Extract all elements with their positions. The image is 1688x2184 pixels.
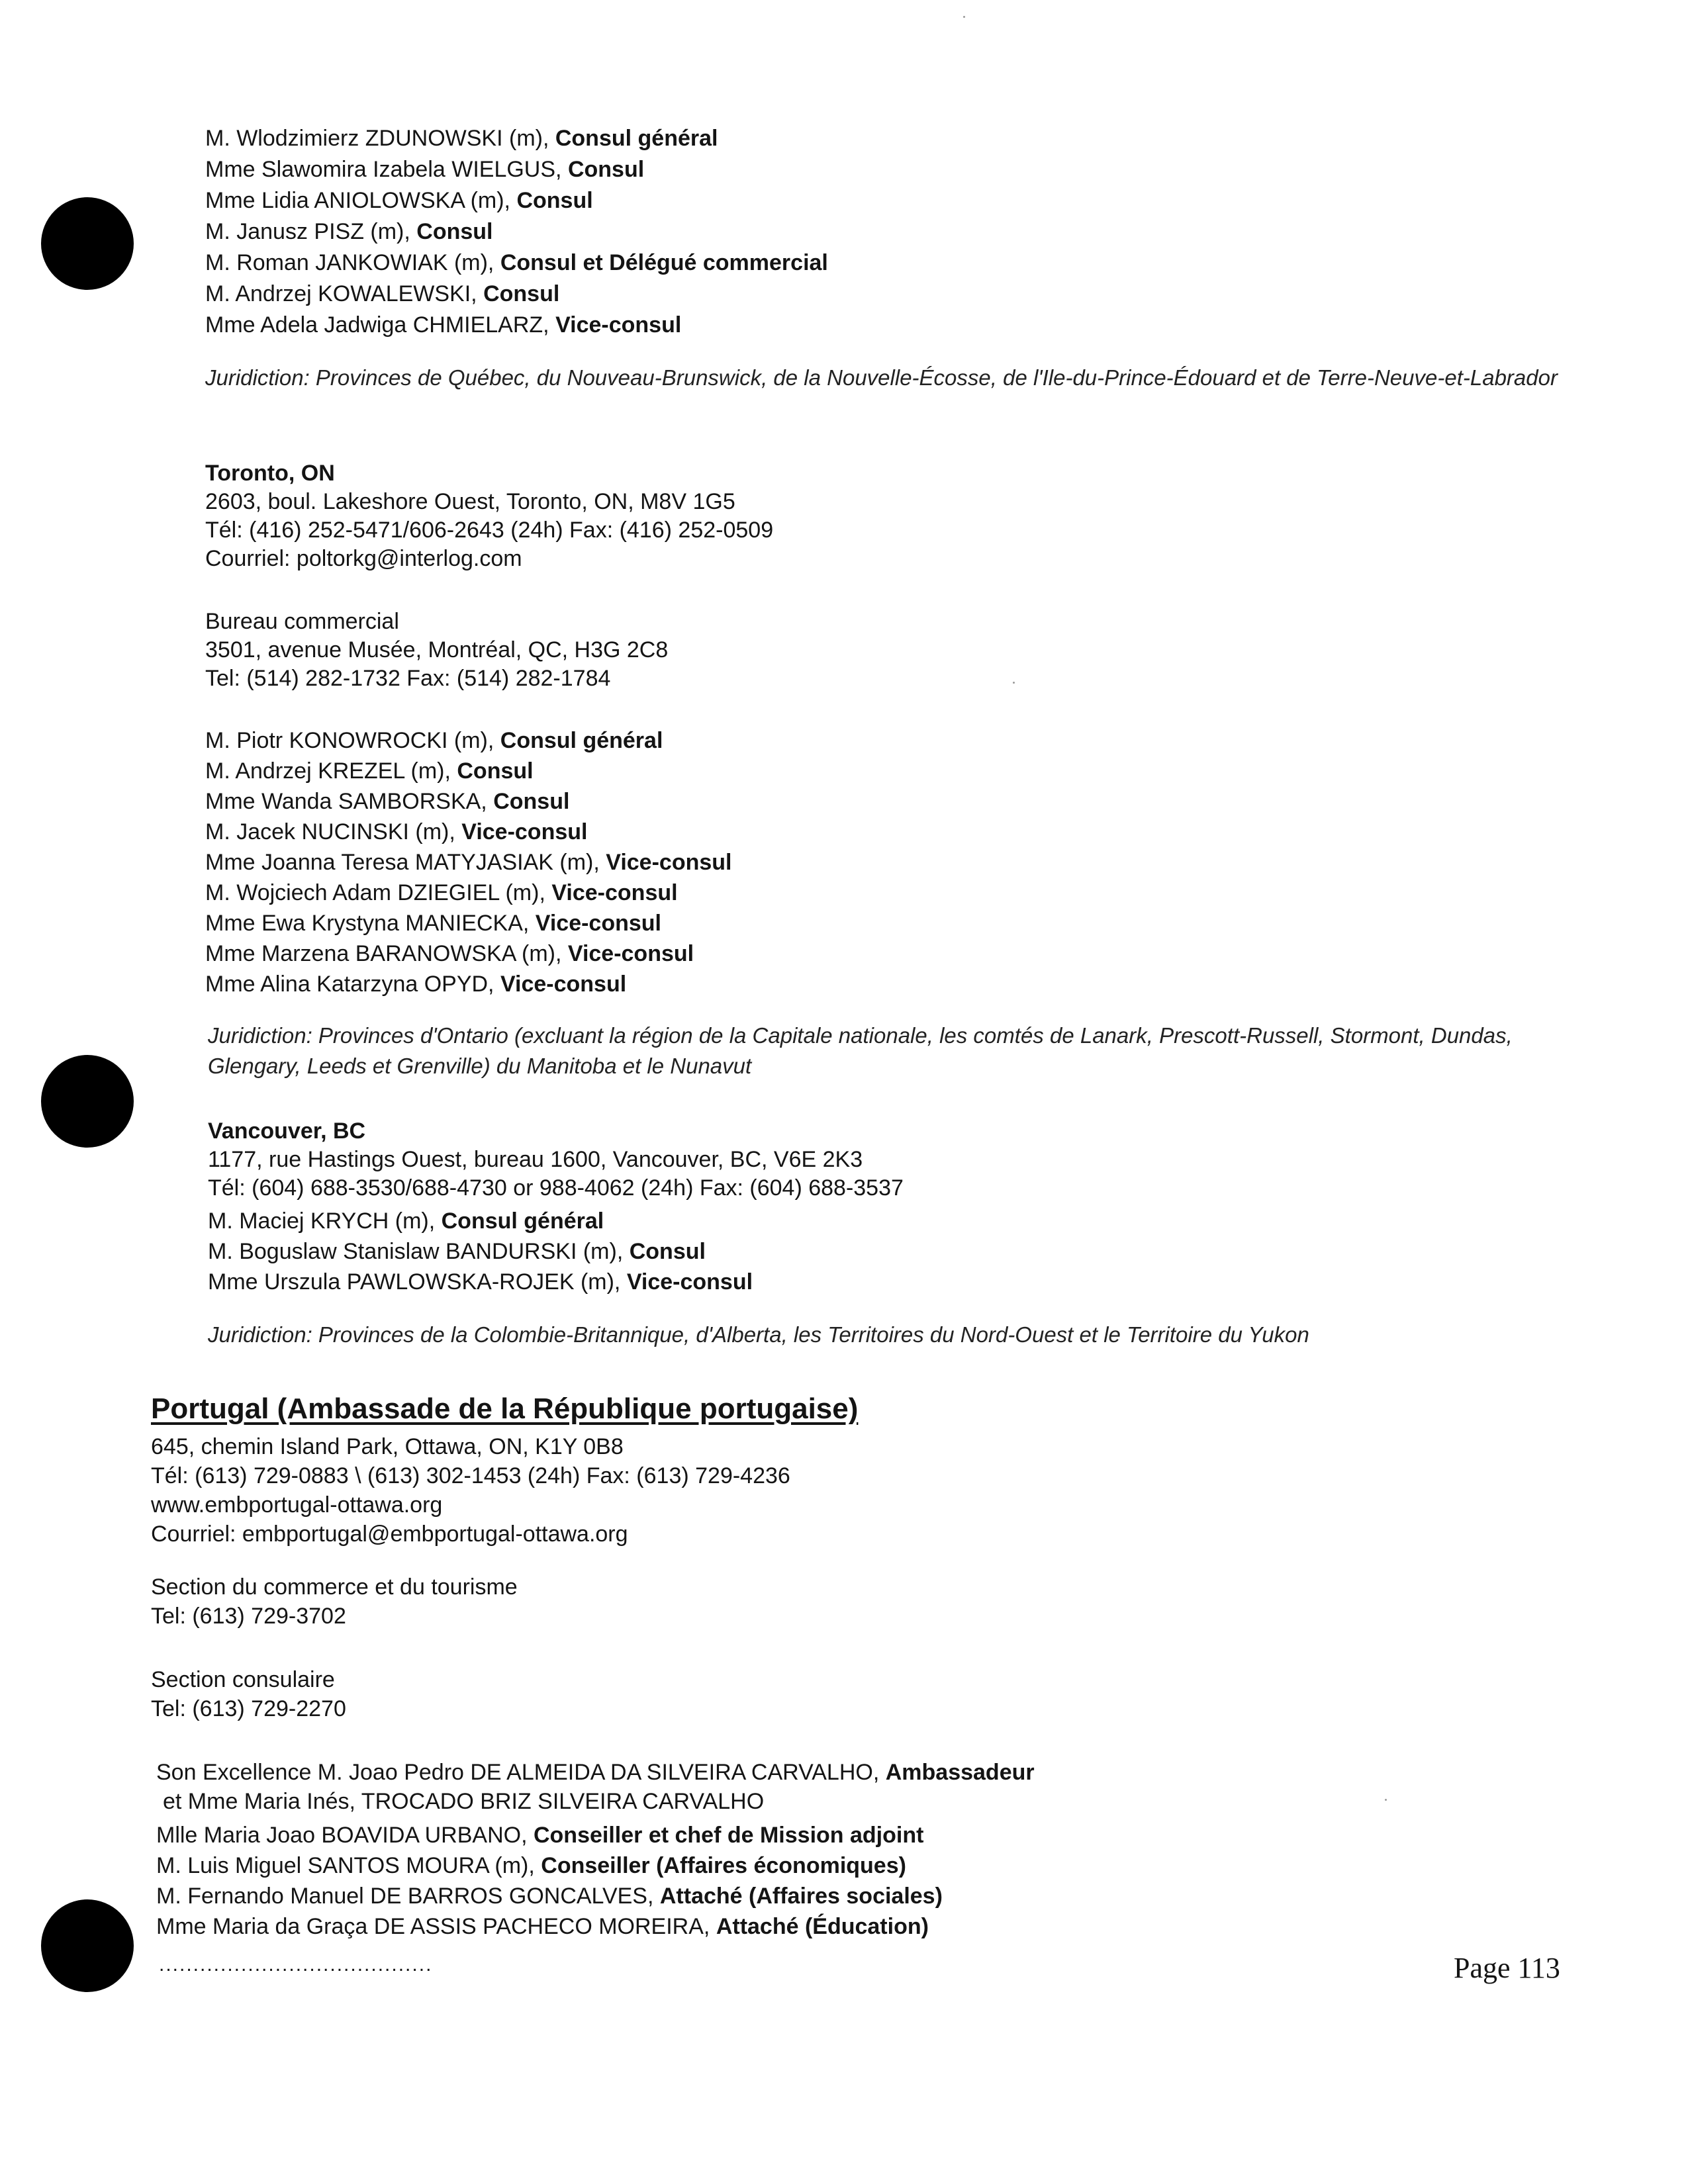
page-number: Page 113 — [1454, 1952, 1560, 1984]
staff-entry: Mme Marzena BARANOWSKA (m), Vice-consul — [205, 941, 694, 966]
staff-entry: Mme Wanda SAMBORSKA, Consul — [205, 789, 570, 814]
staff-entry: Mme Lidia ANIOLOWSKA (m), Consul — [205, 188, 593, 213]
vancouver-jurisdiction: Juridiction: Provinces de la Colombie-Britannique, d'Alberta, les Territoires du Nord-Ouest et le Territoire du Yukon — [208, 1322, 1309, 1347]
address: 2603, boul. Lakeshore Ouest, Toronto, ON, M8V 1G5 — [205, 489, 735, 514]
staff-entry: Mme Adela Jadwiga CHMIELARZ, Vice-consul — [205, 312, 682, 338]
vancouver-office — [208, 1117, 904, 1203]
speck — [1013, 682, 1015, 684]
ambassador-entry — [156, 1758, 1035, 1816]
staff-entry: M. Maciej KRYCH (m), Consul général — [208, 1208, 604, 1234]
staff-entry: Mme Slawomira Izabela WIELGUS, Consul — [205, 157, 645, 182]
staff-entry: M. Jacek NUCINSKI (m), Vice-consul — [205, 819, 588, 844]
punch-hole-middle — [41, 1055, 134, 1148]
city-heading: Toronto, ON — [205, 461, 335, 486]
portugal-staff-list — [156, 1820, 943, 1942]
portugal-embassy-contact — [151, 1432, 790, 1549]
toronto-staff-list — [205, 725, 732, 999]
staff-entry: Son Excellence M. Joao Pedro DE ALMEIDA DA SILVEIRA CARVALHO, Ambassadeur — [156, 1760, 1035, 1785]
bureau-commercial — [205, 608, 668, 693]
spouse-entry: et Mme Maria Inés, TROCADO BRIZ SILVEIRA CARVALHO — [163, 1789, 765, 1814]
address: 1177, rue Hastings Ouest, bureau 1600, Vancouver, BC, V6E 2K3 — [208, 1147, 863, 1172]
phone: Tel: (613) 729-3702 — [151, 1604, 346, 1629]
montreal-staff-list — [205, 123, 828, 341]
staff-entry: M. Luis Miguel SANTOS MOURA (m), Conseiller (Affaires économiques) — [156, 1853, 906, 1878]
staff-entry: M. Roman JANKOWIAK (m), Consul et Délégué commercial — [205, 250, 828, 275]
staff-entry: M. Wojciech Adam DZIEGIEL (m), Vice-consul — [205, 880, 678, 905]
email: Courriel: embportugal@embportugal-ottawa.org — [151, 1522, 628, 1547]
staff-entry: M. Andrzej KOWALEWSKI, Consul — [205, 281, 560, 306]
staff-entry: M. Wlodzimierz ZDUNOWSKI (m), Consul général — [205, 126, 718, 151]
staff-entry: Mme Joanna Teresa MATYJASIAK (m), Vice-consul — [205, 850, 732, 875]
phone: Tél: (613) 729-0883 \ (613) 302-1453 (24h) Fax: (613) 729-4236 — [151, 1463, 790, 1488]
toronto-jurisdiction: Juridiction: Provinces d'Ontario (excluant la région de la Capitale nationale, les comtés de Lanark, Prescott-Russell, Stormont, Dundas, Glengary, Leeds et Grenville) du Manitoba et le Nunavut — [208, 1023, 1513, 1078]
phone: Tel: (613) 729-2270 — [151, 1696, 346, 1721]
website-link: www.embportugal-ottawa.org — [151, 1492, 443, 1518]
section-title: Section consulaire — [151, 1667, 335, 1692]
phone: Tél: (604) 688-3530/688-4730 or 988-4062 (24h) Fax: (604) 688-3537 — [208, 1175, 904, 1201]
city-heading: Vancouver, BC — [208, 1118, 366, 1144]
consular-section — [151, 1665, 346, 1723]
toronto-office — [205, 459, 773, 573]
email: Courriel: poltorkg@interlog.com — [205, 546, 522, 571]
address: 645, chemin Island Park, Ottawa, ON, K1Y 0B8 — [151, 1434, 624, 1459]
speck — [1385, 1799, 1387, 1801]
phone: Tel: (514) 282-1732 Fax: (514) 282-1784 — [205, 666, 611, 691]
vancouver-staff-list — [208, 1206, 753, 1297]
punch-hole-bottom — [41, 1899, 134, 1992]
punch-hole-top — [41, 197, 134, 290]
staff-entry: M. Boguslaw Stanislaw BANDURSKI (m), Consul — [208, 1239, 706, 1264]
phone: Tél: (416) 252-5471/606-2643 (24h) Fax: (416) 252-0509 — [205, 518, 774, 543]
staff-entry: Mme Alina Katarzyna OPYD, Vice-consul — [205, 972, 627, 997]
staff-entry: M. Janusz PISZ (m), Consul — [205, 219, 493, 244]
portugal-heading: Portugal (Ambassade de la République portugaise) — [151, 1392, 859, 1425]
staff-entry: Mlle Maria Joao BOAVIDA URBANO, Conseiller et chef de Mission adjoint — [156, 1823, 924, 1848]
staff-entry: M. Andrzej KREZEL (m), Consul — [205, 758, 534, 784]
staff-entry: Mme Urszula PAWLOWSKA-ROJEK (m), Vice-consul — [208, 1269, 753, 1295]
commerce-section — [151, 1572, 518, 1631]
section-title: Section du commerce et du tourisme — [151, 1574, 518, 1600]
speck — [963, 16, 965, 18]
staff-entry: M. Fernando Manuel DE BARROS GONCALVES, Attaché (Affaires sociales) — [156, 1884, 943, 1909]
staff-entry: Mme Ewa Krystyna MANIECKA, Vice-consul — [205, 911, 662, 936]
staff-entry: M. Piotr KONOWROCKI (m), Consul général — [205, 728, 663, 753]
section-title: Bureau commercial — [205, 609, 399, 634]
montreal-jurisdiction: Juridiction: Provinces de Québec, du Nouveau-Brunswick, de la Nouvelle-Écosse, de l'Ile-du-Prince-Édouard et de Terre-Neuve-et-Labrador — [205, 365, 1558, 390]
address: 3501, avenue Musée, Montréal, QC, H3G 2C8 — [205, 637, 669, 662]
continuation-dots: ........................................ — [159, 1954, 433, 1976]
staff-entry: Mme Maria da Graça DE ASSIS PACHECO MOREIRA, Attaché (Éducation) — [156, 1914, 929, 1939]
